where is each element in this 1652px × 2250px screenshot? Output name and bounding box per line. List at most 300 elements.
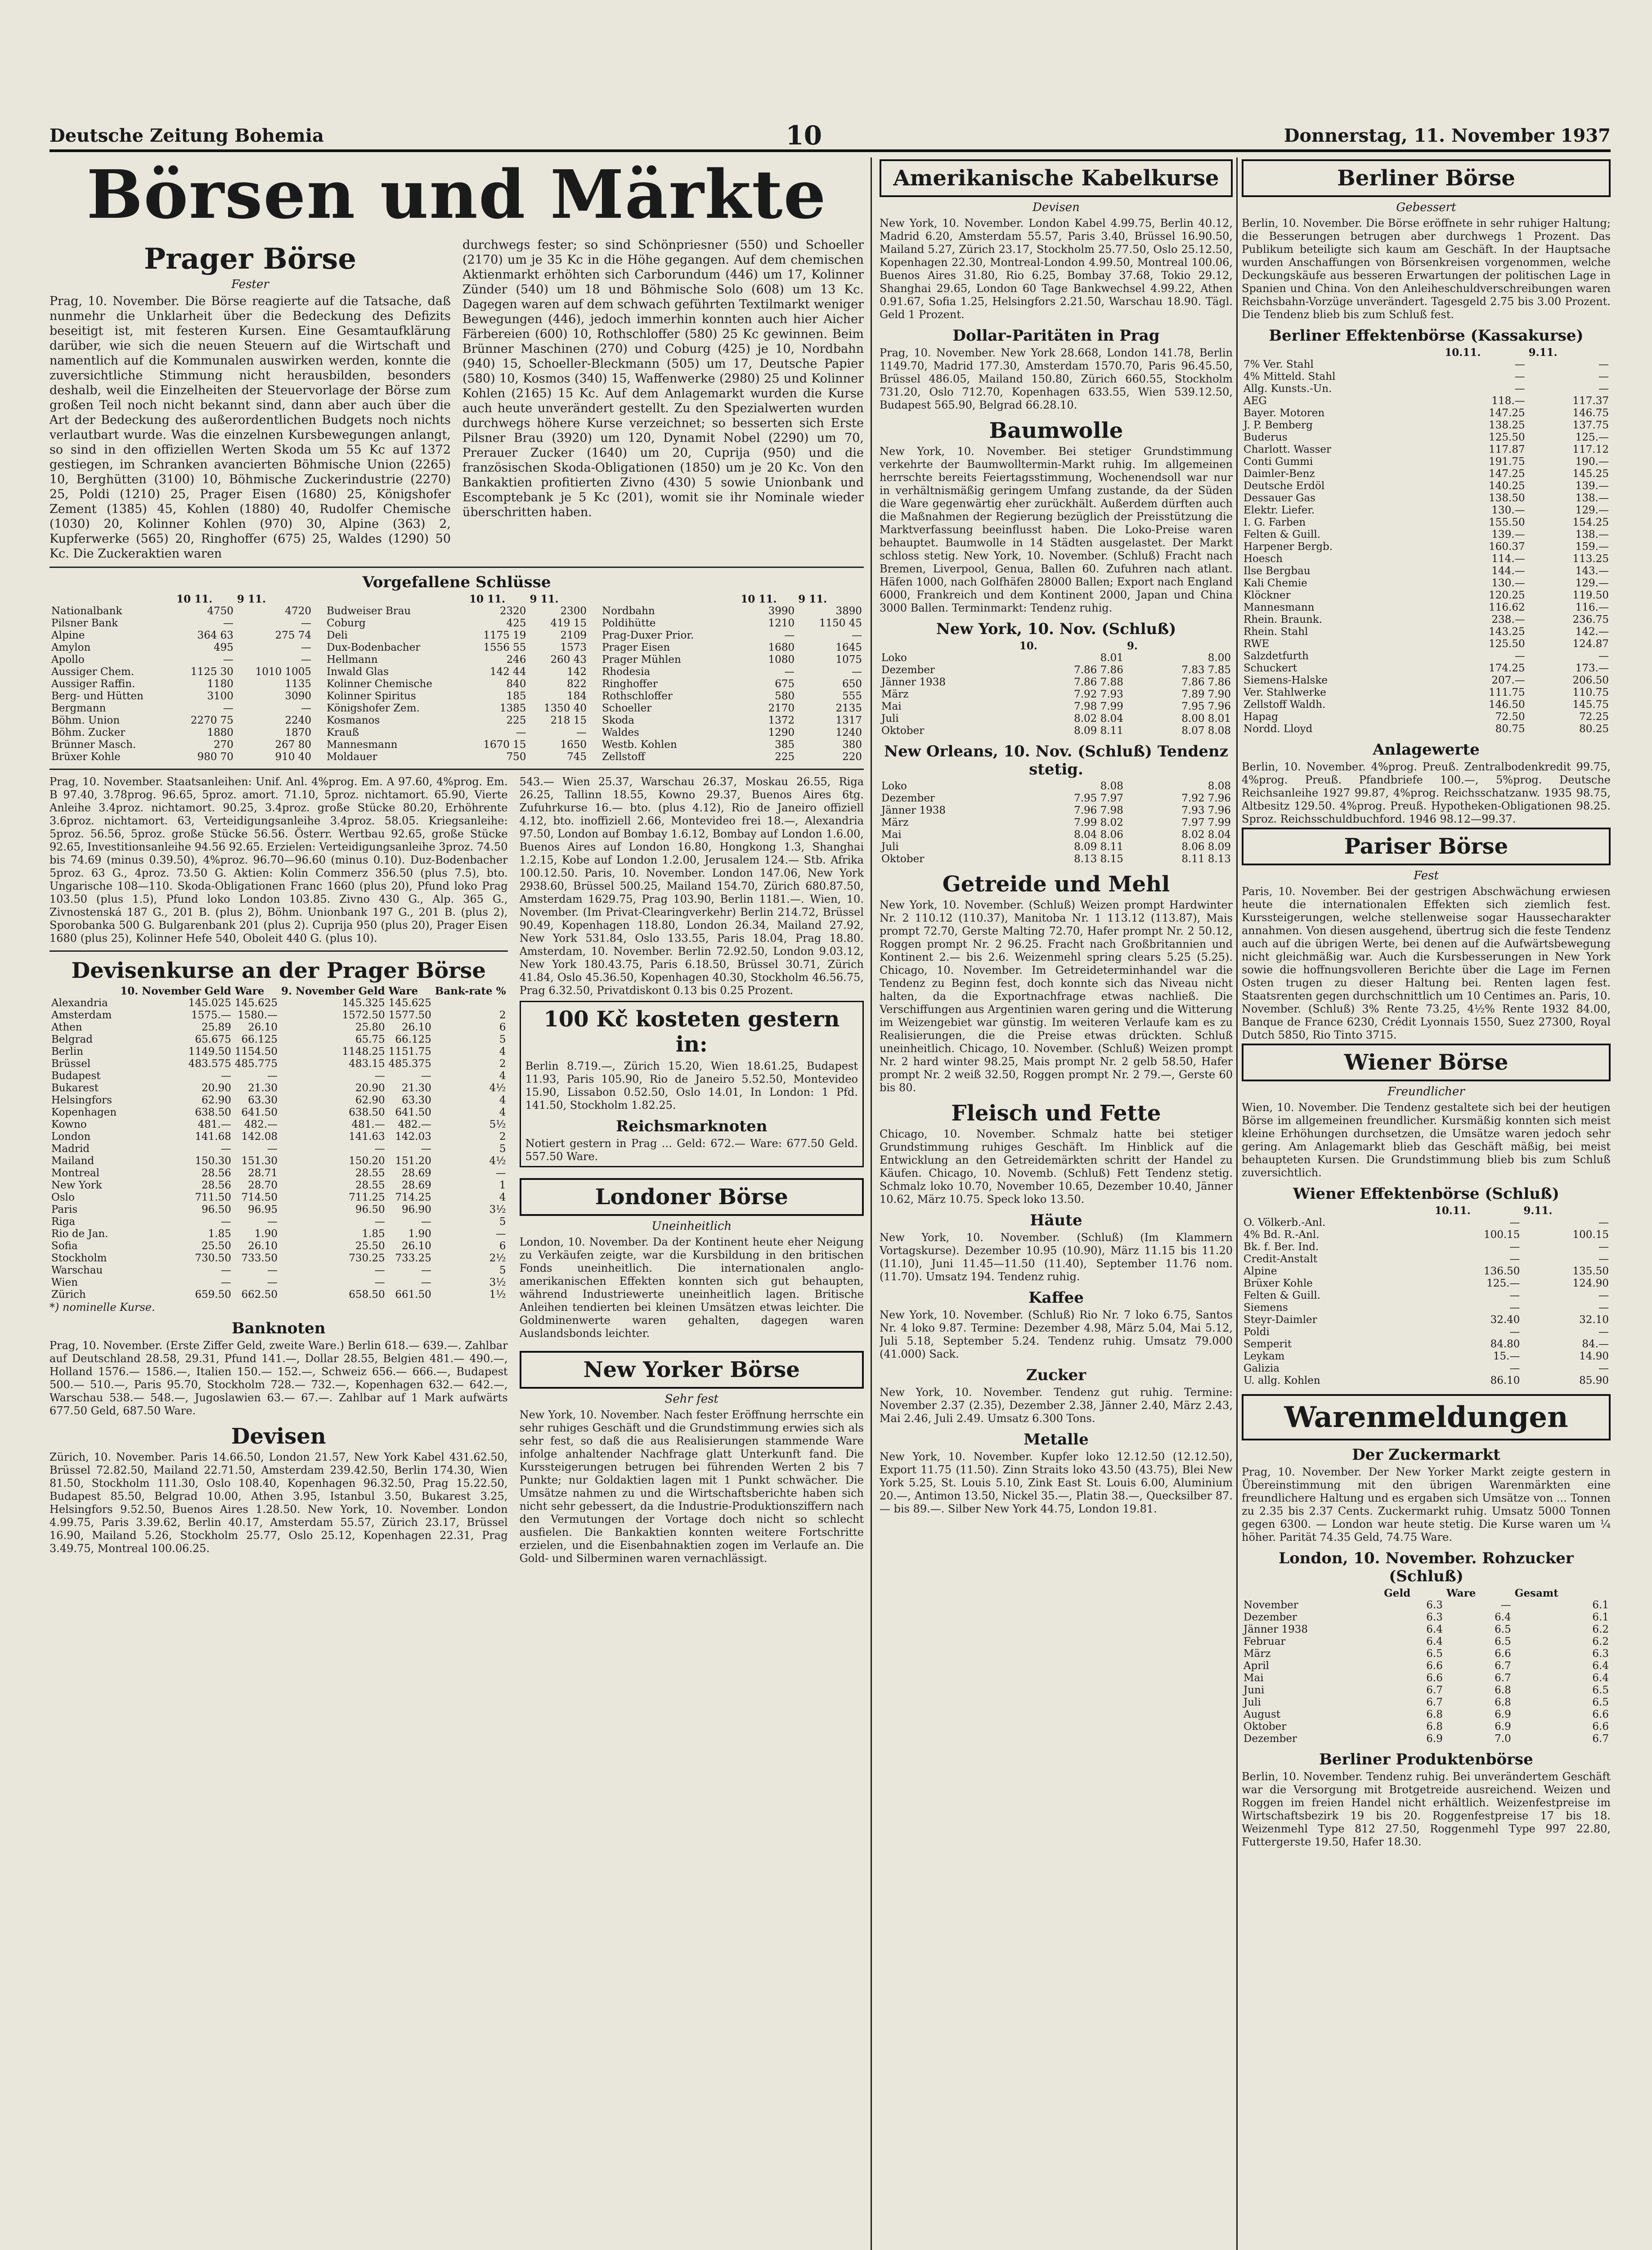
kassa-row-cell: — (1514, 383, 1525, 395)
devisen-prag-row-cell: — (421, 1216, 431, 1228)
devisen-prag-row-cell: 4 (499, 1046, 506, 1058)
closing-row (600, 630, 864, 642)
wien-row-cell: — (1598, 1241, 1609, 1253)
closing-row-cell: Hellmann (327, 654, 378, 666)
kassa-row-cell: Hoesch (1243, 553, 1283, 565)
kassa-row-cell: — (1514, 371, 1525, 382)
closing-row (325, 751, 588, 763)
kassa-row (1242, 638, 1611, 650)
kassa-row (1242, 614, 1611, 626)
kc-text: Berlin 8.719.—, Zürich 15.20, Wien 18.61.25, Budapest 11.93, Paris 105.90, Rio de Janeiro 5.52.50, Montevideo 15.90, Lissabon 0.52.50, Oslo 14.01, In London: 1 Pfd. 141.50, Stockholm 1.82.25. (525, 1060, 858, 1112)
devisen-prag-row-cell: 638.50 (349, 1107, 385, 1118)
closing-row (325, 727, 588, 739)
closing-row-cell: Nationalbank (51, 605, 122, 617)
wien-header: 10.11. (1434, 1205, 1471, 1217)
header-page-number: 10 (786, 120, 822, 151)
closing-row-cell: 1210 (768, 617, 795, 629)
london-text: London, 10. November. Da der Kontinent heute eher Neigung zu Verkäufen zeigte, war die Kursbildung in den britischen Fonds uneinheitlich. Die internationalen anglo-amerikanischen Effekten konnten sich gut behaupten, während Industriewerte uneinheitlich lagen. Britische Anleihen tendierten bei kleinen Umsätzen etwas leichter. Die Goldminenwerte waren gehalten, dagegen waren Auslandsbonds leichter. (519, 1236, 864, 1340)
wien-row-cell: — (1509, 1326, 1520, 1338)
devisen-prag-row-cell: Budapest (51, 1070, 101, 1082)
devisen-prag-row-cell: 96.50 (202, 1204, 231, 1215)
closing-row (325, 739, 588, 751)
devisen-prag-row-cell: 26.10 (401, 1022, 431, 1033)
devisen-prag-row-cell: 28.70 (248, 1179, 278, 1191)
closing-row-cell: Dux-Bodenbacher (327, 642, 421, 653)
london-sugar-row-cell: April (1243, 1660, 1270, 1672)
kassa-row (1242, 699, 1611, 711)
devisen-prag-row-cell: 2 (499, 1058, 506, 1070)
devisen-prag-row-cell: 28.71 (248, 1167, 278, 1179)
closing-row (325, 715, 588, 727)
wien-row-cell: — (1598, 1253, 1609, 1265)
kassa-row (1242, 529, 1611, 541)
section-masthead: Börsen und Märkte (86, 158, 827, 234)
kassa-row (1242, 553, 1611, 565)
closing-row (49, 642, 313, 654)
closing-row-cell: 385 (775, 739, 795, 751)
devisen-prag-row-cell: — (267, 1070, 278, 1082)
kassa-row (1242, 711, 1611, 723)
devisen-prag-row-cell: 150.30 (195, 1155, 231, 1167)
devisen-prag-row-cell: — (374, 1216, 385, 1228)
london-sugar-table (1242, 1587, 1611, 1745)
termin-row-cell: 7.86 7.86 (1181, 676, 1231, 688)
kassa-row-cell: 147.25 (1489, 468, 1525, 480)
london-sugar-row-cell: 6.1 (1592, 1611, 1609, 1623)
orleans-row-cell: Dezember (881, 792, 935, 804)
closing-row-cell: 4750 (207, 605, 233, 617)
london-sugar-title: London, 10. November. Rohzucker (Schluß) (1279, 1549, 1574, 1585)
closing-row-cell: 3890 (835, 605, 862, 617)
kassa-row-cell: Rhein. Braunk. (1243, 614, 1323, 626)
bond-notes: Prag, 10. November. Staatsanleihen: Unif. Anl. 4%prog. Em. A 97.60, 4%prog. Em. B 97.40, 3.78prog. 96.65, 5proz. amort. 71.10, 5proz. nichtamort. 65.90, Vierte Anleihe 3.4proz. nichtamort. 90.25, 3.4proz. große Stücke 80.20, Erhöhrente 3.6proz. nichtamort. 63, Verteidigungsanleihe 3.4proz. 58.05. Kriegsanleihe: 5proz. 56.56, 5proz. große Stücke 56.56. Österr. Wertbau 92.65, große Stücke 92.65, Investitionsanleihe 94.56 92.65. Erzielen: Verteidigungsanleihe 3proz. 74.50 bis 74.69 (minus 0.39.50), 4%proz. 96.70—96.60 (minus 0.10). Duz-Bodenbacher 5proz. 63 G., 4proz. 73.50 G. Aktien: Kolin Commerz 356.50 (plus 7.5), bto. Ungarische 108—110. Skoda-Obligationen Franc 1660 (plus 20), Pfund loko Prag 103.50 (plus 1.5), Pfund loko London 103.85. Zivno 430 G., Alp. 365 G., Zivnostenská 187 G., 201 B. (plus 2), Böhm. Unionbank 197 G., 201 B. (plus 2), Sporobanka 500 G. Bulgarenbank 201 (plus 2). Cuprija 950 (plus 20), Prager Eisen 1680 (plus 25), Kolinner Hefe 540, Oboleit 440 G. (plus 10). (49, 775, 508, 945)
kassa-title: Berliner Effektenbörse (Kassakurse) (1269, 327, 1584, 345)
closing-row (600, 654, 864, 666)
london-sugar-row-cell: 6.5 (1495, 1624, 1511, 1635)
devisen-prag-row (49, 1289, 508, 1301)
devisen-prag-row-cell: 25.80 (355, 1022, 385, 1033)
kassa-row-cell: 174.25 (1489, 662, 1525, 674)
kassa-row-cell: Buderus (1243, 432, 1288, 443)
wien-row-cell: 4% Bd. R.-Anl. (1243, 1229, 1320, 1241)
kassa-row-cell: 191.75 (1489, 456, 1525, 468)
devisen-prag-row-cell: 28.69 (401, 1179, 431, 1191)
devisen-prag-row (49, 1192, 508, 1204)
devisen-prag-title: Devisenkurse an der Prager Börse (71, 958, 486, 983)
orleans-row-cell: Jänner 1938 (881, 805, 946, 816)
closing-row (49, 727, 313, 739)
devisen-prag-row-cell: — (220, 1143, 231, 1155)
column-2 (880, 158, 1233, 2250)
kassa-row (1242, 432, 1611, 444)
devisen-prag-row-cell: 733.50 (241, 1252, 278, 1264)
closing-row-cell: 1240 (835, 727, 862, 738)
termin-row (880, 701, 1233, 713)
closing-row-cell: 2170 (768, 702, 795, 714)
devisen-prag-row-cell: 28.55 (355, 1179, 385, 1191)
devisen-prag-row-cell: 145.325 (342, 997, 385, 1009)
kassa-row-cell: 144.— (1491, 565, 1525, 577)
devisen-prag-row-cell: 5 (499, 1216, 506, 1228)
orleans-row-cell: 8.06 8.09 (1181, 841, 1231, 853)
devisen-prag-row-cell: 28.69 (401, 1167, 431, 1179)
devisen-prag-row-cell: 25.50 (202, 1240, 231, 1252)
header-date: Donnerstag, 11. November 1937 (1284, 125, 1611, 146)
page-header (49, 122, 1611, 152)
london-sugar-row-cell: 6.8 (1495, 1696, 1511, 1708)
closing-row-cell: 910 40 (275, 751, 311, 763)
wien-row (1242, 1278, 1611, 1290)
haeute-text: New York, 10. November. (Schluß) (Im Klammern Vortagskurse). Dezember 10.95 (10.90), März 11.15 bis 11.20 (11.10), Juni 11.45—11.50 (11.40), September 11.76 nom. (11.70). Umsatz 194. Tendenz ruhig. (880, 1231, 1233, 1283)
devisen-prag-row-cell: Helsingfors (51, 1094, 112, 1106)
devisen-prag-row-cell: 4 (499, 1070, 506, 1082)
orleans-row-cell: Loko (881, 780, 907, 792)
devisen-prag-row-cell: Wien (51, 1277, 78, 1288)
wien-row-cell: 84.80 (1490, 1338, 1520, 1350)
devisen-prag-row (49, 1131, 508, 1143)
devisen-prag-row-cell: 481.— (198, 1119, 231, 1130)
closing-row (49, 690, 313, 702)
kassa-row-cell: Dessauer Gas (1243, 492, 1315, 504)
termin-row (880, 664, 1233, 676)
closing-row (49, 630, 313, 642)
reichsmark-text: Notiert gestern in Prag ... Geld: 672.— Ware: 677.50 Geld. 557.50 Ware. (525, 1137, 858, 1163)
devisen-prag-row-cell: 641.50 (395, 1107, 431, 1118)
orleans-row-cell: 8.08 (1100, 780, 1123, 792)
devisen-prag-row-cell: 5 (499, 1143, 506, 1155)
orleans-row-cell: 7.93 7.96 (1181, 805, 1231, 816)
devisen-prag-header: 10. November Geld (120, 985, 231, 997)
termin-row-cell: 7.86 7.86 (1074, 664, 1123, 676)
closing-row-cell: 1175 19 (483, 630, 526, 641)
berlin-subtitle: Gebessert (1396, 201, 1456, 214)
closing-header: 10 11. (176, 593, 213, 605)
anlage-text: Berlin, 10. November. 4%prog. Preuß. Zentralbodenkredit 99.75, 4%prog. Preuß. Pfandbriefe 100.—, 5%prog. Deutsche Reichsanleihe 1927 99.87, 4%prog. Reichsschatzanw. 1935 98.75, Altbesitz 129.50. 4%prog. Preuß. Hypotheken-Obligationen 98.25. Sproz. Reichsschuldbuchford. 1946 98.12—99.37. (1242, 760, 1611, 825)
wien-row (1242, 1265, 1611, 1278)
closing-row-cell: 2300 (560, 605, 587, 617)
closing-row-cell: — (223, 617, 233, 629)
closing-row (49, 739, 313, 751)
banknoten-text: Prag, 10. November. (Erste Ziffer Geld, zweite Ware.) Berlin 618.— 639.—. Zahlbar auf Deutschland 28.58, 29.31, Pfund 141.—, Dollar 28.55, Belgien 481.— 490.—, Holland 1576.— 1586.—, Italien 150.— 152.—, Schweiz 656.— 666.—, Budapest 500.— 510.—, Paris 95.70, Stockholm 728.— 732.—, Kopenhagen 632.— 642.—, Warschau 538.— 548.—, Jugoslawien 63.— 67.—. Zahlbar auf 1 Mark aufwärts 677.50 Geld, 687.50 Ware. (49, 1339, 508, 1417)
london-sugar-row-cell: Februar (1243, 1636, 1286, 1647)
london-sugar-row-cell: 6.1 (1592, 1599, 1609, 1611)
kassa-row-cell: Siemens-Halske (1243, 675, 1328, 686)
closing-row-cell: 980 70 (197, 751, 233, 763)
wien-row-cell: 136.50 (1483, 1265, 1520, 1277)
closing-row (325, 690, 588, 702)
kassa-row-cell: 143.— (1575, 565, 1609, 577)
devisen-prag-row-cell: — (421, 1070, 431, 1082)
devisen-prag-row (49, 1046, 508, 1058)
london-title: Londoner Börse (595, 1184, 788, 1210)
kassa-row-cell: 137.75 (1572, 419, 1609, 431)
devisen-prag-row-cell: 5 (499, 1264, 506, 1276)
wien-row-cell: 32.10 (1579, 1314, 1609, 1326)
kassa-row-cell: 4% Mitteld. Stahl (1243, 371, 1336, 382)
kassa-row-cell: 143.25 (1489, 626, 1525, 638)
metalle-title: Metalle (1024, 1431, 1089, 1449)
devisen-prag-row-cell: 151.30 (241, 1155, 278, 1167)
kassa-row (1242, 383, 1611, 395)
closing-row (325, 666, 588, 678)
devisen-prag-row-cell: 730.25 (349, 1252, 385, 1264)
wien-row-cell: Bk. f. Ber. Ind. (1243, 1241, 1319, 1253)
closing-row-cell: 2135 (835, 702, 862, 714)
closing-row-cell: 1650 (560, 739, 587, 751)
kaffee-text: New York, 10. November. (Schluß) Rio Nr. 7 loko 6.75, Santos Nr. 4 loko 9.87. Termine: Dezember 4.98, März 5.04, Mai 5.12, Juli 5.18, September 5.24. Tendenz ruhig. Umsatz 79.000 (41.000) Sack. (880, 1309, 1233, 1360)
kassa-header (1242, 346, 1443, 359)
kassa-row (1242, 492, 1611, 504)
london-sugar-row (1242, 1599, 1611, 1611)
devisen-prag-row-cell: 661.50 (395, 1289, 431, 1300)
prague-text-left: Prag, 10. November. Die Börse reagierte auf die Tatsache, daß nunmehr die Unklarheit über die Bedeckung des Defizits beseitigt ist, mit festeren Kursen. Eine Gesamtaufklärung darüber, wie sich die neuen Steuern auf die Wirtschaft und namentlich auf die Kommunalen auswirken werden, konnte die zuversichtliche Stimmung nicht herausbilden, besonders deshalb, weil die Einzelheiten der Steuervorlage der Börse zum großen Teil noch nicht bekannt sind, dann aber auch über die Art der Bedeckung des außerordentlichen Budgets noch nichts verlautbart wurde. Was die einzelnen Kursbewegungen anlangt, so sind in den offiziellen Werten Skoda um 55 Kc auf 1372 gestiegen, im Schranken avancierten Böhmische Union (2265) 10, Berghütten (3100) 10, Böhmische Zuckerindustrie (2270) 25, Poldi (1210) 25, Prager Eisen (1680) 25, Königshofer Zement (1385) 45, Kohlen (1880) 40, Rudolfer Chemische (1030) 20, Kolinner Kohlen (970) 30, Alpine (363) 2, Kupferwerke (565) 20, Ringhoffer (675) 25, Waldes (1290) 50 Kc. Die Zuckeraktien waren (49, 294, 451, 561)
kassa-row-cell: 116.62 (1489, 602, 1525, 613)
kassa-row-cell: 190.— (1575, 456, 1609, 468)
termin-row (880, 676, 1233, 688)
kassa-row-cell: 117.37 (1572, 395, 1609, 407)
devisen-prag-row-cell: 1148.25 (342, 1046, 385, 1058)
kassa-row-cell: 146.75 (1572, 407, 1609, 419)
orleans-row (880, 817, 1233, 829)
london-sugar-row-cell: 6.5 (1495, 1636, 1511, 1647)
london-sugar-row-cell: 6.6 (1426, 1672, 1443, 1684)
london-sugar-row-cell: 6.6 (1426, 1660, 1443, 1672)
london-sugar-row-cell: 6.7 (1426, 1696, 1443, 1708)
kassa-row-cell: 138.50 (1489, 492, 1525, 504)
devisen-prag-row-cell: 4½ (489, 1155, 506, 1167)
closing-table-c (600, 593, 864, 763)
kassa-row-cell: 129.— (1575, 504, 1609, 516)
devisen-prag-row-cell: 1.85 (362, 1228, 385, 1240)
devisen-prag-row-cell: 481.— (351, 1119, 385, 1130)
closing-header: 10 11. (469, 593, 505, 605)
kassa-row-cell: — (1598, 371, 1609, 382)
kassa-row-cell: 111.75 (1489, 687, 1525, 698)
devisen-prag-row-cell: — (220, 1216, 231, 1228)
closing-row-cell: 220 (842, 751, 862, 763)
wien-row (1242, 1326, 1611, 1338)
devisen-prag-row-cell: 1149.50 (188, 1046, 231, 1058)
kassa-row-cell: 146.50 (1489, 699, 1525, 711)
devisen-prag-row-cell: 485.375 (388, 1058, 431, 1070)
closing-row-cell: 380 (842, 739, 862, 751)
closing-row-cell: Amylon (51, 642, 91, 653)
devisen-prag-row-cell: 1.90 (254, 1228, 278, 1240)
berlin-box (1242, 159, 1611, 197)
closing-row-cell: 1670 15 (483, 739, 526, 751)
devisen-prag-row-cell: — (267, 1143, 278, 1155)
london-sugar-row (1242, 1624, 1611, 1636)
divider (49, 567, 864, 568)
wien-box (1242, 1044, 1611, 1081)
devisen-prag-row-cell: 142.03 (395, 1131, 431, 1143)
devisen-prag-row-cell: 5 (499, 1034, 506, 1045)
closing-row-cell: Poldihütte (602, 617, 656, 629)
kassa-row (1242, 395, 1611, 407)
closing-row (600, 739, 864, 751)
orleans-title: New Orleans, 10. Nov. (Schluß) Tendenz stetig. (884, 742, 1228, 778)
kassa-row-cell: Bayer. Motoren (1243, 407, 1325, 419)
london-sugar-row-cell: 6.3 (1426, 1599, 1443, 1611)
devisen-prag-row-cell: 638.50 (195, 1107, 231, 1118)
orleans-row-cell: Oktober (881, 853, 925, 865)
kassa-header: 10.11. (1445, 346, 1481, 359)
closing-row-cell: Prager Eisen (602, 642, 670, 653)
kassa-row (1242, 541, 1611, 553)
closing-row-cell: 225 (506, 715, 526, 726)
kassa-row-cell: 142.— (1575, 626, 1609, 638)
kassa-row (1242, 687, 1611, 699)
devisen-prag-row (49, 997, 508, 1009)
paris-text: Paris, 10. November. Bei der gestrigen Abschwächung erwiesen heute die internationalen Effekten sich ziemlich fest. Kurssteigerungen, welche stellenweise sogar Haussecharakter annahmen. Von diesen ausgehend, übertrug sich die feste Tendenz auch auf die übrigen Werte, bei denen auf die Aufwärtsbewegung nicht gleichmäßig war. Auch die Kursbesserungen in New York sowie die hoffnungsvolleren Berichte über die Lage im Fernen Osten trugen zu dieser Haltung bei. Renten lagen fest. Staatsrenten gegen durchschnittlich um 10 Centimes an. Paris, 10. November. (Schluß) 3% Rente 73.25, 4½% Rente 1932 84.00, Banque de France 6230, Crédit Lyonnais 1550, Suez 27300, Royal Dutch 5850, Rio Tinto 3715. (1242, 885, 1611, 1041)
kassa-row (1242, 602, 1611, 614)
kassa-row (1242, 480, 1611, 492)
devisen-prag-row-cell: 66.125 (241, 1034, 278, 1045)
orleans-row-cell: 8.13 8.15 (1074, 853, 1123, 865)
closing-row (325, 617, 588, 630)
devisen-prag-header: Ware (234, 985, 265, 997)
termin-row-cell: 8.09 8.11 (1074, 725, 1123, 737)
closing-row-cell: 1075 (835, 654, 862, 666)
devisen-prag-row-cell: 4 (499, 1192, 506, 1203)
devisen-prag-row-cell: 1151.75 (388, 1046, 431, 1058)
devisen-prag-row-cell: — (495, 1228, 506, 1240)
devisen-prag-row-cell: 25.50 (355, 1240, 385, 1252)
closing-row-cell: Moldauer (327, 751, 377, 763)
london-sugar-row-cell: Jänner 1938 (1243, 1624, 1308, 1635)
closing-row-cell: 1645 (835, 642, 862, 653)
devisen-prag-row-cell: — (220, 1264, 231, 1276)
devisen-prag-row-cell: 28.55 (355, 1167, 385, 1179)
closing-row-cell: 246 (506, 654, 526, 666)
devisen-prag-row-cell: 2 (499, 1009, 506, 1021)
closing-row-cell: Kolinner Spiritus (327, 690, 416, 702)
orleans-row-cell: 8.08 (1208, 780, 1231, 792)
london-sugar-row (1242, 1672, 1611, 1684)
devisen-prag-row-cell: 1580.— (238, 1009, 278, 1021)
kassa-row-cell: Deutsche Erdöl (1243, 480, 1325, 492)
devisen-prag-row-cell: 20.90 (202, 1082, 231, 1094)
kabel-box (880, 159, 1233, 197)
kassa-row-cell: — (1598, 359, 1609, 370)
kassa-row-cell: 116.— (1575, 602, 1609, 613)
devisen-prag-row-cell: — (374, 1143, 385, 1155)
kassa-row (1242, 565, 1611, 577)
reichsmark-title: Reichsmarknoten (616, 1117, 768, 1135)
kassa-row-cell: 125.— (1575, 432, 1609, 443)
devisen-prag-row-cell: Warschau (51, 1264, 103, 1276)
london-sugar-row-cell: 6.9 (1426, 1733, 1443, 1745)
kassa-row (1242, 675, 1611, 687)
closing-row-cell: 495 (214, 642, 233, 653)
wien-row (1242, 1302, 1611, 1314)
orleans-row-cell: 7.92 7.96 (1181, 792, 1231, 804)
closing-row (600, 751, 864, 763)
london-sugar-row-cell: — (1500, 1599, 1511, 1611)
closing-row-cell: 1135 (285, 678, 311, 690)
devisen-prag-row-cell: Rio de Jan. (51, 1228, 108, 1240)
closing-row-cell: Rhodesia (602, 666, 651, 678)
devisen-prag-row-cell: 96.90 (401, 1204, 431, 1215)
devisen-prag-row-cell: 2 (499, 1131, 506, 1143)
devisen-prag-row-cell: 142.08 (241, 1131, 278, 1143)
kassa-row-cell: Conti Gummi (1243, 456, 1313, 468)
london-sugar-row-cell: August (1243, 1709, 1281, 1720)
devisen-prag-row-cell: 28.56 (202, 1167, 231, 1179)
kassa-row-cell: Hapag (1243, 711, 1278, 723)
london-sugar-row-cell: 6.7 (1495, 1672, 1511, 1684)
london-sugar-row-cell: 6.6 (1592, 1721, 1609, 1732)
devisen-prag-row-cell: 26.10 (248, 1022, 278, 1033)
kassa-row-cell: 138.25 (1489, 419, 1525, 431)
kassa-row-cell: RWE (1243, 638, 1270, 650)
devisen-prag-row-cell: 1154.50 (234, 1046, 278, 1058)
devisen-prag-row-cell: Berlin (51, 1046, 84, 1058)
kassa-row-cell: 147.25 (1489, 407, 1525, 419)
devisen-prag-row-cell: 662.50 (241, 1289, 278, 1300)
closing-row-cell: 142 44 (489, 666, 526, 678)
london-sugar-row (1242, 1696, 1611, 1709)
baumwolle-title: Baumwolle (989, 418, 1123, 443)
dollar-title: Dollar-Paritäten in Prag (952, 327, 1160, 345)
devisen-prag-row-cell: 3½ (489, 1277, 506, 1288)
kassa-row-cell: Ilse Bergbau (1243, 565, 1311, 577)
closing-row-cell: — (301, 654, 311, 666)
london-sugar-header: Ware (1446, 1587, 1476, 1599)
devisen-prag-row-cell: 641.50 (241, 1107, 278, 1118)
closing-row-cell: 1556 55 (483, 642, 526, 653)
kassa-row-cell: Felten & Guill. (1243, 529, 1320, 540)
devisen-prag-row-cell: Sofia (51, 1240, 78, 1252)
closing-row-cell: Schoeller (602, 702, 652, 714)
newyork-subtitle: Sehr fest (664, 1392, 718, 1406)
closing-row-cell: — (301, 702, 311, 714)
london-sugar-row-cell: Juni (1243, 1684, 1265, 1696)
closing-row (49, 605, 313, 617)
termin-row-cell: März (881, 688, 909, 700)
devisen-prag-row-cell: — (267, 1216, 278, 1228)
closing-row (600, 678, 864, 690)
closing-row-cell: Westb. Kohlen (602, 739, 677, 751)
prague-subtitle: Fester (231, 278, 269, 291)
kc-title: 100 Kč kosteten gestern in: (543, 1007, 840, 1057)
devisen-prag-row-cell: — (374, 1277, 385, 1288)
closing-row-cell: 1080 (768, 654, 795, 666)
devisen-prag-row-cell: 63.30 (401, 1094, 431, 1106)
devisen-prag-row-cell: — (421, 1264, 431, 1276)
kassa-row-cell: 7% Ver. Stahl (1243, 359, 1314, 370)
closing-row (325, 654, 588, 666)
kassa-row-cell: 238.— (1491, 614, 1525, 626)
wien-row-cell: Leykam (1243, 1350, 1285, 1362)
devisen-prag-row-cell: 141.68 (195, 1131, 231, 1143)
closing-header: 9 11. (237, 593, 266, 605)
london-sugar-row-cell: 6.2 (1592, 1636, 1609, 1647)
kassa-row-cell: 140.25 (1489, 480, 1525, 492)
london-sugar-row-cell: 6.7 (1426, 1684, 1443, 1696)
devisen-prag-row (49, 1094, 508, 1107)
devisen-prag-row-cell: 26.10 (248, 1240, 278, 1252)
london-sugar-row-cell: 6.4 (1426, 1624, 1443, 1635)
newyork-text: New York, 10. November. Nach fester Eröffnung herrschte ein sehr ruhiges Geschäft und die Grundstimmung erwies sich als sehr fest, so daß die aus Realisierungen stammende Ware infolge anhaltender Nachfrage glatt Unterkunft fand. Die Kurssteigerungen betrugen bei führenden Werten 2 bis 7 Punkte; nur Goldaktien lagen mit 1 Punkt schwächer. Die Umsätze nahmen zu und die Wirtschaftsberichte haben sich nicht sehr gebessert, da die Industrie-Produktionsziffern nach den Vermutungen der Vortage doch nicht so schlecht ausfielen. Die Bankaktien konnten weitere Fortschritte erzielen, und die Eisenbahnaktien zogen im Verlaufe an. Die Gold- und Silberminen waren vernachlässigt. (519, 1408, 864, 1565)
closing-row-cell: Skoda (602, 715, 634, 726)
devisen-prag-row-cell: Kopenhagen (51, 1107, 117, 1118)
closing-row-cell: Prag-Duxer Prior. (602, 630, 694, 641)
wien-row-cell: Alpine (1243, 1265, 1277, 1277)
london-sugar-header: Geld (1384, 1587, 1411, 1599)
devisen-prag-row-cell: — (267, 1277, 278, 1288)
termin-row-cell: 7.83 7.85 (1181, 664, 1231, 676)
